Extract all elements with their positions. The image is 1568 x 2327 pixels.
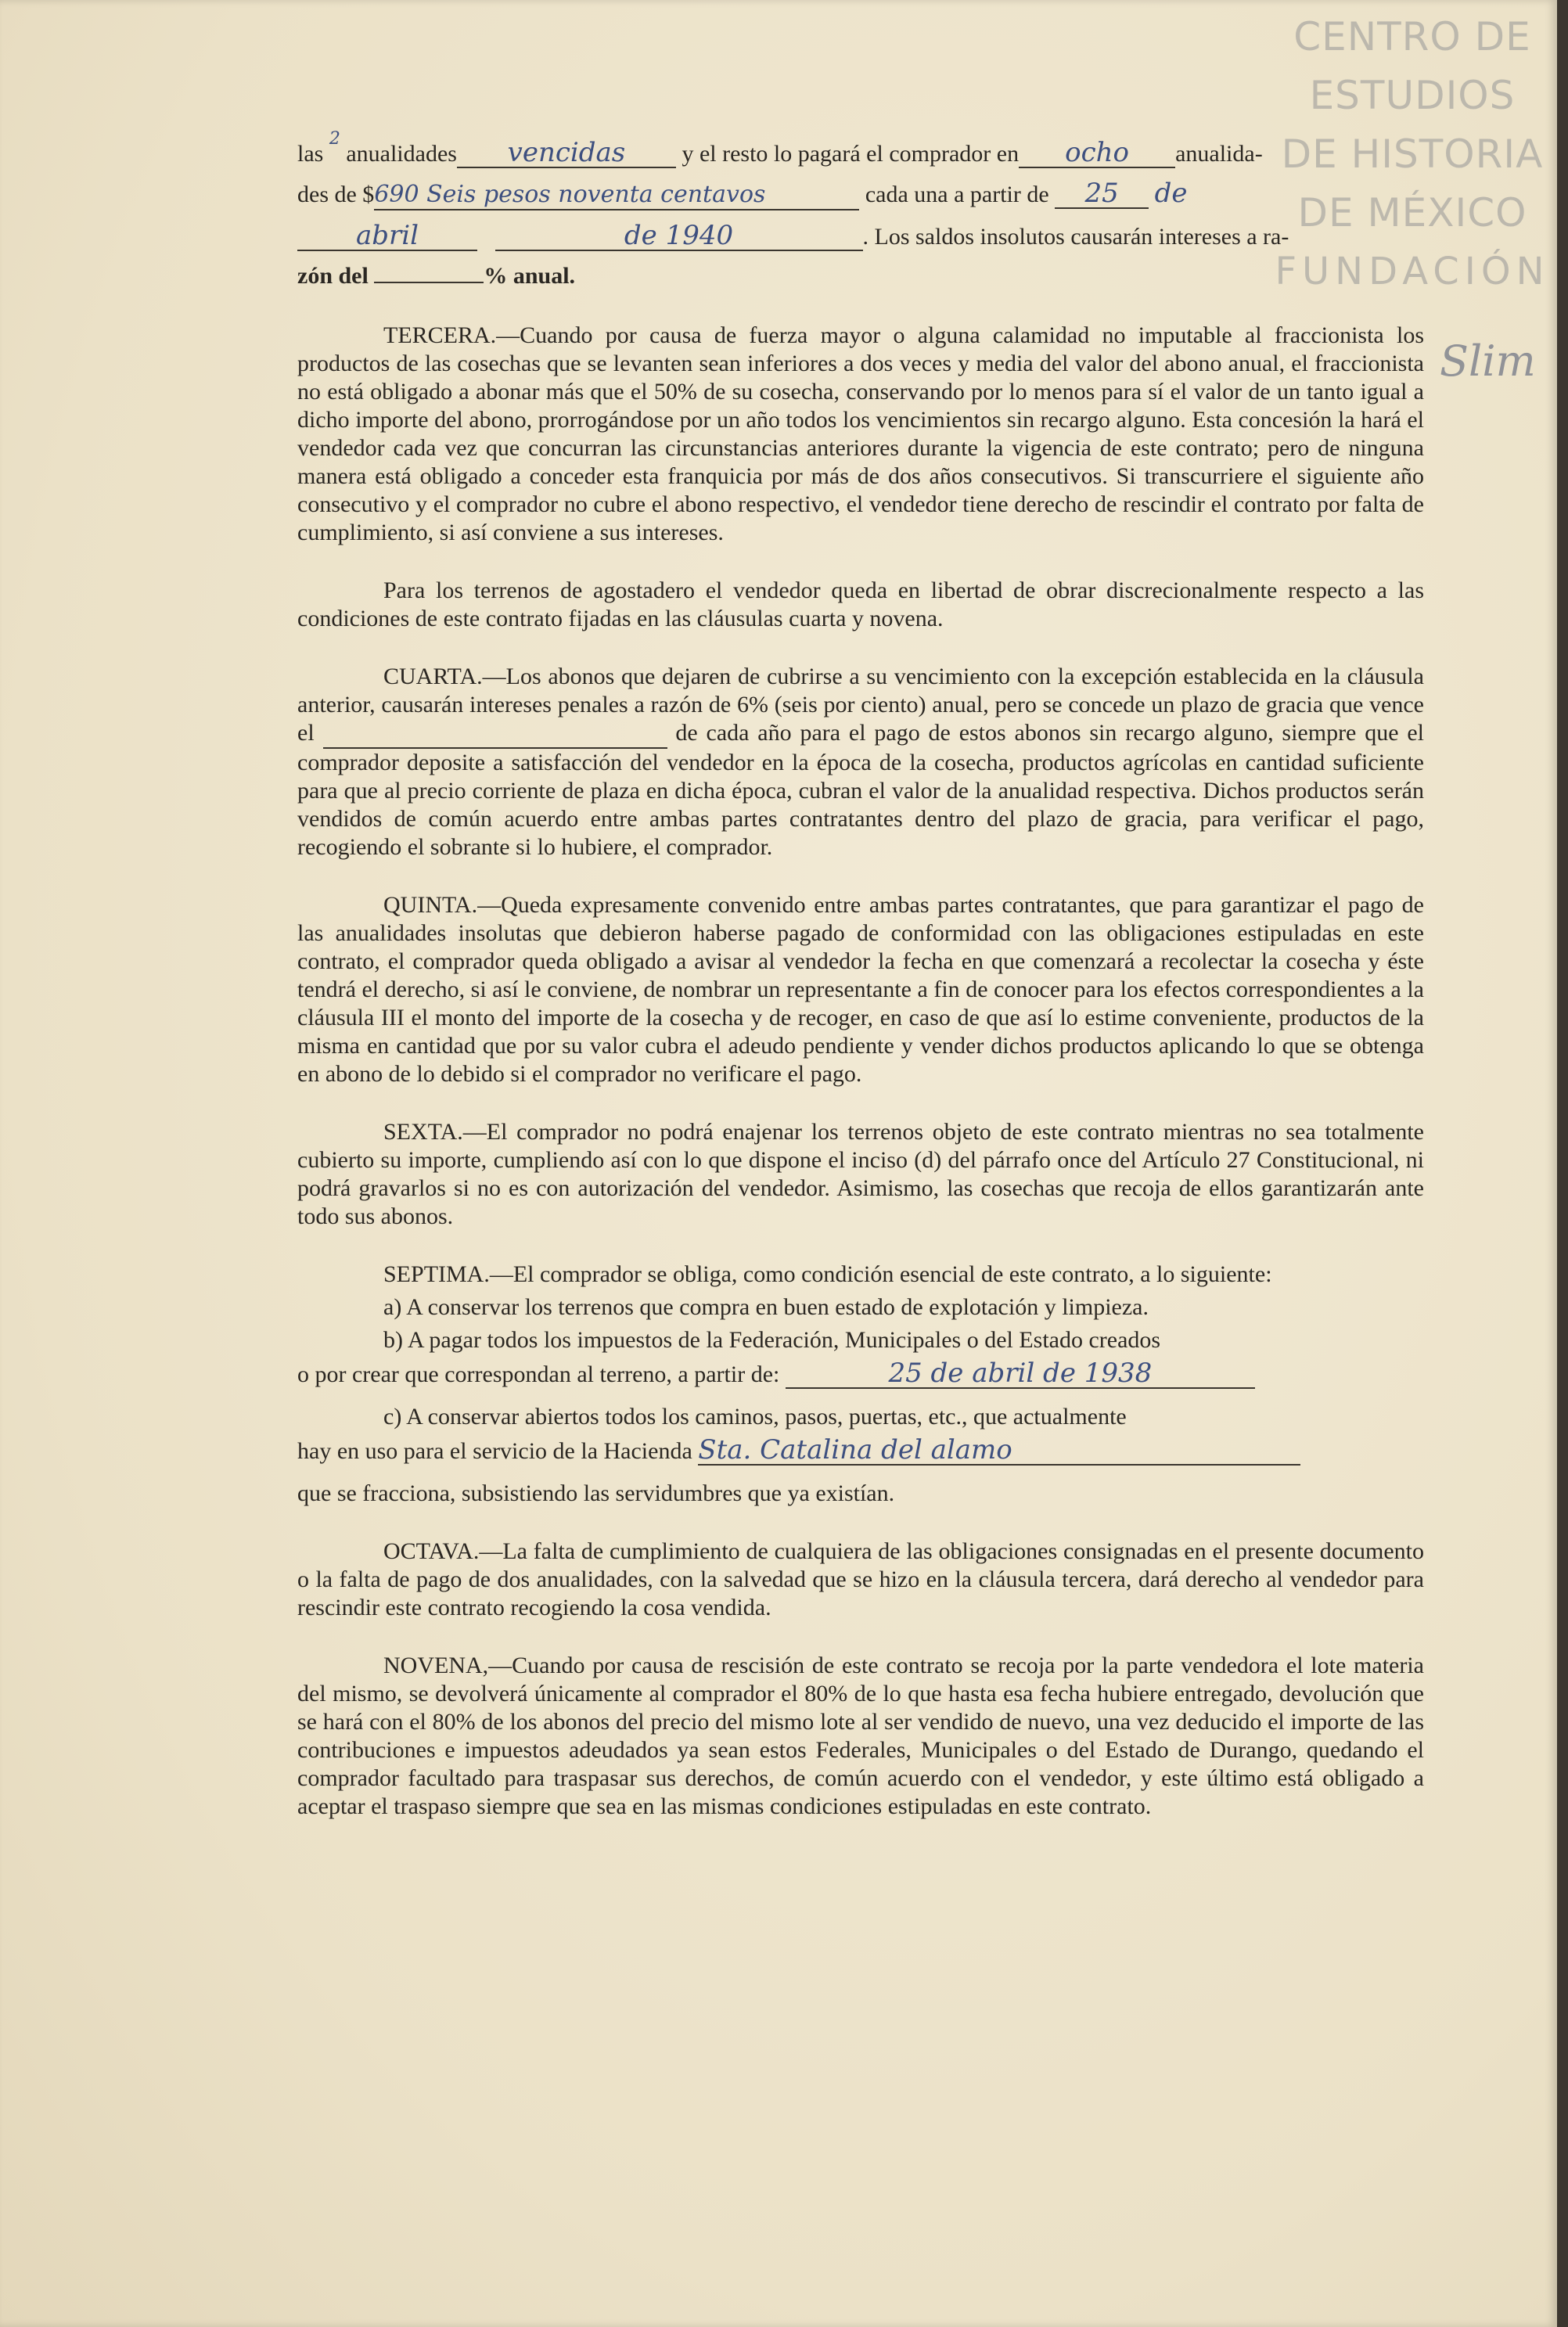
clause-text: hay en uso para el servicio de la Hacienda <box>297 1438 692 1464</box>
scan-background-edge <box>1557 0 1568 2327</box>
intro-text: des de $ <box>297 182 375 207</box>
clause-text: Para los terrenos de agostadero el vendedor queda en libertad de obrar discrecionalmente respecto a las condiciones de este contrato fijadas en las cláusulas cuarta y novena. <box>297 577 1424 631</box>
handwritten-superscript: 2 <box>329 129 340 149</box>
intro-text: zón del <box>297 263 369 289</box>
watermark-line: DE HISTORIA <box>1281 131 1544 177</box>
watermark-line: DE MÉXICO <box>1297 190 1527 236</box>
watermark-line: FUNDACIÓN <box>1275 250 1550 293</box>
clause-text: CUARTA.—Los abonos que dejaren de cubrirse a su vencimiento con la excepción establecida en la cláusula anterior, causarán intereses penales a razón de 6% (seis por ciento) anual, pero se concede un plazo de gracia que vence el <box>297 664 1424 746</box>
septima-item-a: a) A conservar los terrenos que compra en buen estado de explotación y limpieza. <box>383 1294 1149 1320</box>
clause-text: OCTAVA.—La falta de cumplimiento de cualquiera de las obligaciones consignadas en el presente documento o la falta de pago de dos anualidades, con la salvedad que se hizo en la cláusula tercera, dará derecho al vendedor para rescindir este contrato recogiendo la cosa vendida. <box>297 1538 1424 1620</box>
clause-tercera <box>297 322 1424 547</box>
clause-text: QUINTA.—Queda expresamente convenido entre ambas partes contratantes, que para garantizar el pago de las anualidades insolutas que debieron haberse pagado de conformidad con las obligaciones estipuladas en este contrato, el comprador queda obligado a avisar al vendedor la fecha en que comenzará a recolectar la cosecha y éste tendrá el derecho, si así le conviene, de nombrar un representante a fin de conocer para los efectos correspondientes a la cláusula III el monto del importe de la cosecha y de recoger, en caso de que así lo estime conveniente, productos de la misma en cantidad que por su valor cubra el adeudo pendiente y vender dichos productos aplicando lo que se obtenga en abono de lo debido si el comprador no verificare el pago. <box>297 892 1424 1087</box>
septima-item-c: c) A conservar abiertos todos los caminos, pasos, puertas, etc., que actualmente <box>383 1404 1127 1430</box>
intro-text: % anual. <box>484 263 576 289</box>
handwritten-vencidas: vencidas <box>457 138 676 168</box>
clause-text: que se fracciona, subsistiendo las servidumbres que ya existían. <box>297 1480 895 1506</box>
watermark-line: ESTUDIOS <box>1309 73 1516 118</box>
intro-text: y el resto lo pagará el comprador en <box>682 141 1020 167</box>
intro-text: anualida- <box>1175 141 1263 167</box>
clause-text: NOVENA,—Cuando por causa de rescisión de este contrato se recoja por la parte vendedora el lote materia del mismo, se devolverá únicamente al comprador el 80% de lo que hasta esa fecha hubiere entregado, devolución que se hará con el 80% de los abonos del precio del mismo lote al ser vendido de nuevo, una vez deducido el importe de las contribuciones e impuestos adeudados ya sean estos Federales, Municipales o del Estado de Durango, quedando el comprador facultado para traspasar sus derechos, de común acuerdo con el vendedor, y este último está obligado a aceptar el traspaso siempre que sea en las mismas condiciones estipuladas en este contrato. <box>297 1653 1424 1819</box>
clause-cuarta <box>297 663 1424 861</box>
clause-quinta <box>297 891 1424 1088</box>
handwritten-ocho: ocho <box>1019 138 1175 168</box>
handwritten-date: 25 de abril de 1938 <box>786 1359 1255 1389</box>
septima-item-b: b) A pagar todos los impuestos de la Federación, Municipales o del Estado creados <box>383 1327 1161 1353</box>
handwritten-month: abril <box>297 221 477 251</box>
clause-sexta <box>297 1118 1424 1231</box>
clause-text: o por crear que correspondan al terreno, a partir de: <box>297 1361 780 1387</box>
contract-body <box>297 125 1424 1850</box>
handwritten-amount: 690 Seis pesos noventa centavos <box>374 181 859 210</box>
intro-text: cada una a partir de <box>865 182 1049 207</box>
clause-text: cada año para el pago de estos abonos sin recargo alguno, siempre que el comprador deposite a satisfacción del vendedor en la época de la cosecha, productos agrícolas en cantidad suficiente para que al precio corriente de plaza en dicha época, cubran el valor de la anualidad respectiva. Dichos productos serán vendidos de común acuerdo entre ambas partes contratantes dentro del plazo de gracia, para verificar el pago, recogiendo el sobrante si lo hubiere, el comprador. <box>297 720 1425 860</box>
handwritten-de: de <box>1154 178 1188 209</box>
clause-novena <box>297 1652 1424 1821</box>
margin-handwriting: Slim <box>1440 336 1536 386</box>
handwritten-year: de 1940 <box>495 221 863 251</box>
clause-agostadero <box>297 577 1424 633</box>
intro-text: anualidades <box>346 141 457 167</box>
handwritten-hacienda: Sta. Catalina del alamo <box>698 1436 1300 1466</box>
clause-text: TERCERA.—Cuando por causa de fuerza mayor o alguna calamidad no imputable al fraccionista los productos de las cosechas que se levanten sean inferiores a dos veces y media del valor del abono anual, el fraccionista no está obligado a abonar más que el 50% de su cosecha, conservando por lo menos para sí el valor de un tanto igual a dicho importe del abono, prorrogándose por un año todos los vencimientos sin recargo alguno. Esta concesión la hará el vendedor cada vez que concurran las circunstancias anteriores durante la vigencia de este contrato; pero de ninguna manera está obligado a conceder esta franquicia por más de dos años consecutivos. Si transcurriere el siguiente año consecutivo y el comprador no cubre el abono respectivo, el vendedor tiene derecho de rescindir el contrato por falta de cumplimiento, si así conviene a sus intereses. <box>297 322 1424 545</box>
clause-text: de <box>675 720 698 746</box>
blank-rate-field <box>374 282 484 283</box>
clause-septima <box>297 1261 1424 1508</box>
clause-octava <box>297 1538 1424 1622</box>
handwritten-day: 25 <box>1055 179 1149 209</box>
clause-text: SEPTIMA.—El comprador se obliga, como condición esencial de este contrato, a lo siguiente: <box>383 1261 1272 1287</box>
intro-text: las <box>297 141 324 167</box>
intro-text: . Los saldos insolutos causarán intereses a ra- <box>862 224 1289 250</box>
watermark-line: CENTRO DE <box>1293 14 1531 59</box>
intro-clause <box>297 125 1424 290</box>
clause-text: SEXTA.—El comprador no podrá enajenar los terrenos objeto de este contrato mientras no sea totalmente cubierto su importe, cumpliendo así con lo que dispone el inciso (d) del párrafo once del Artículo 27 Constitucional, ni podrá gravarlos si no es con autorización del vendedor. Asimismo, las cosechas que recoja de ellos garantizarán ante todo sus abonos. <box>297 1119 1424 1229</box>
grace-date-field <box>323 719 667 749</box>
